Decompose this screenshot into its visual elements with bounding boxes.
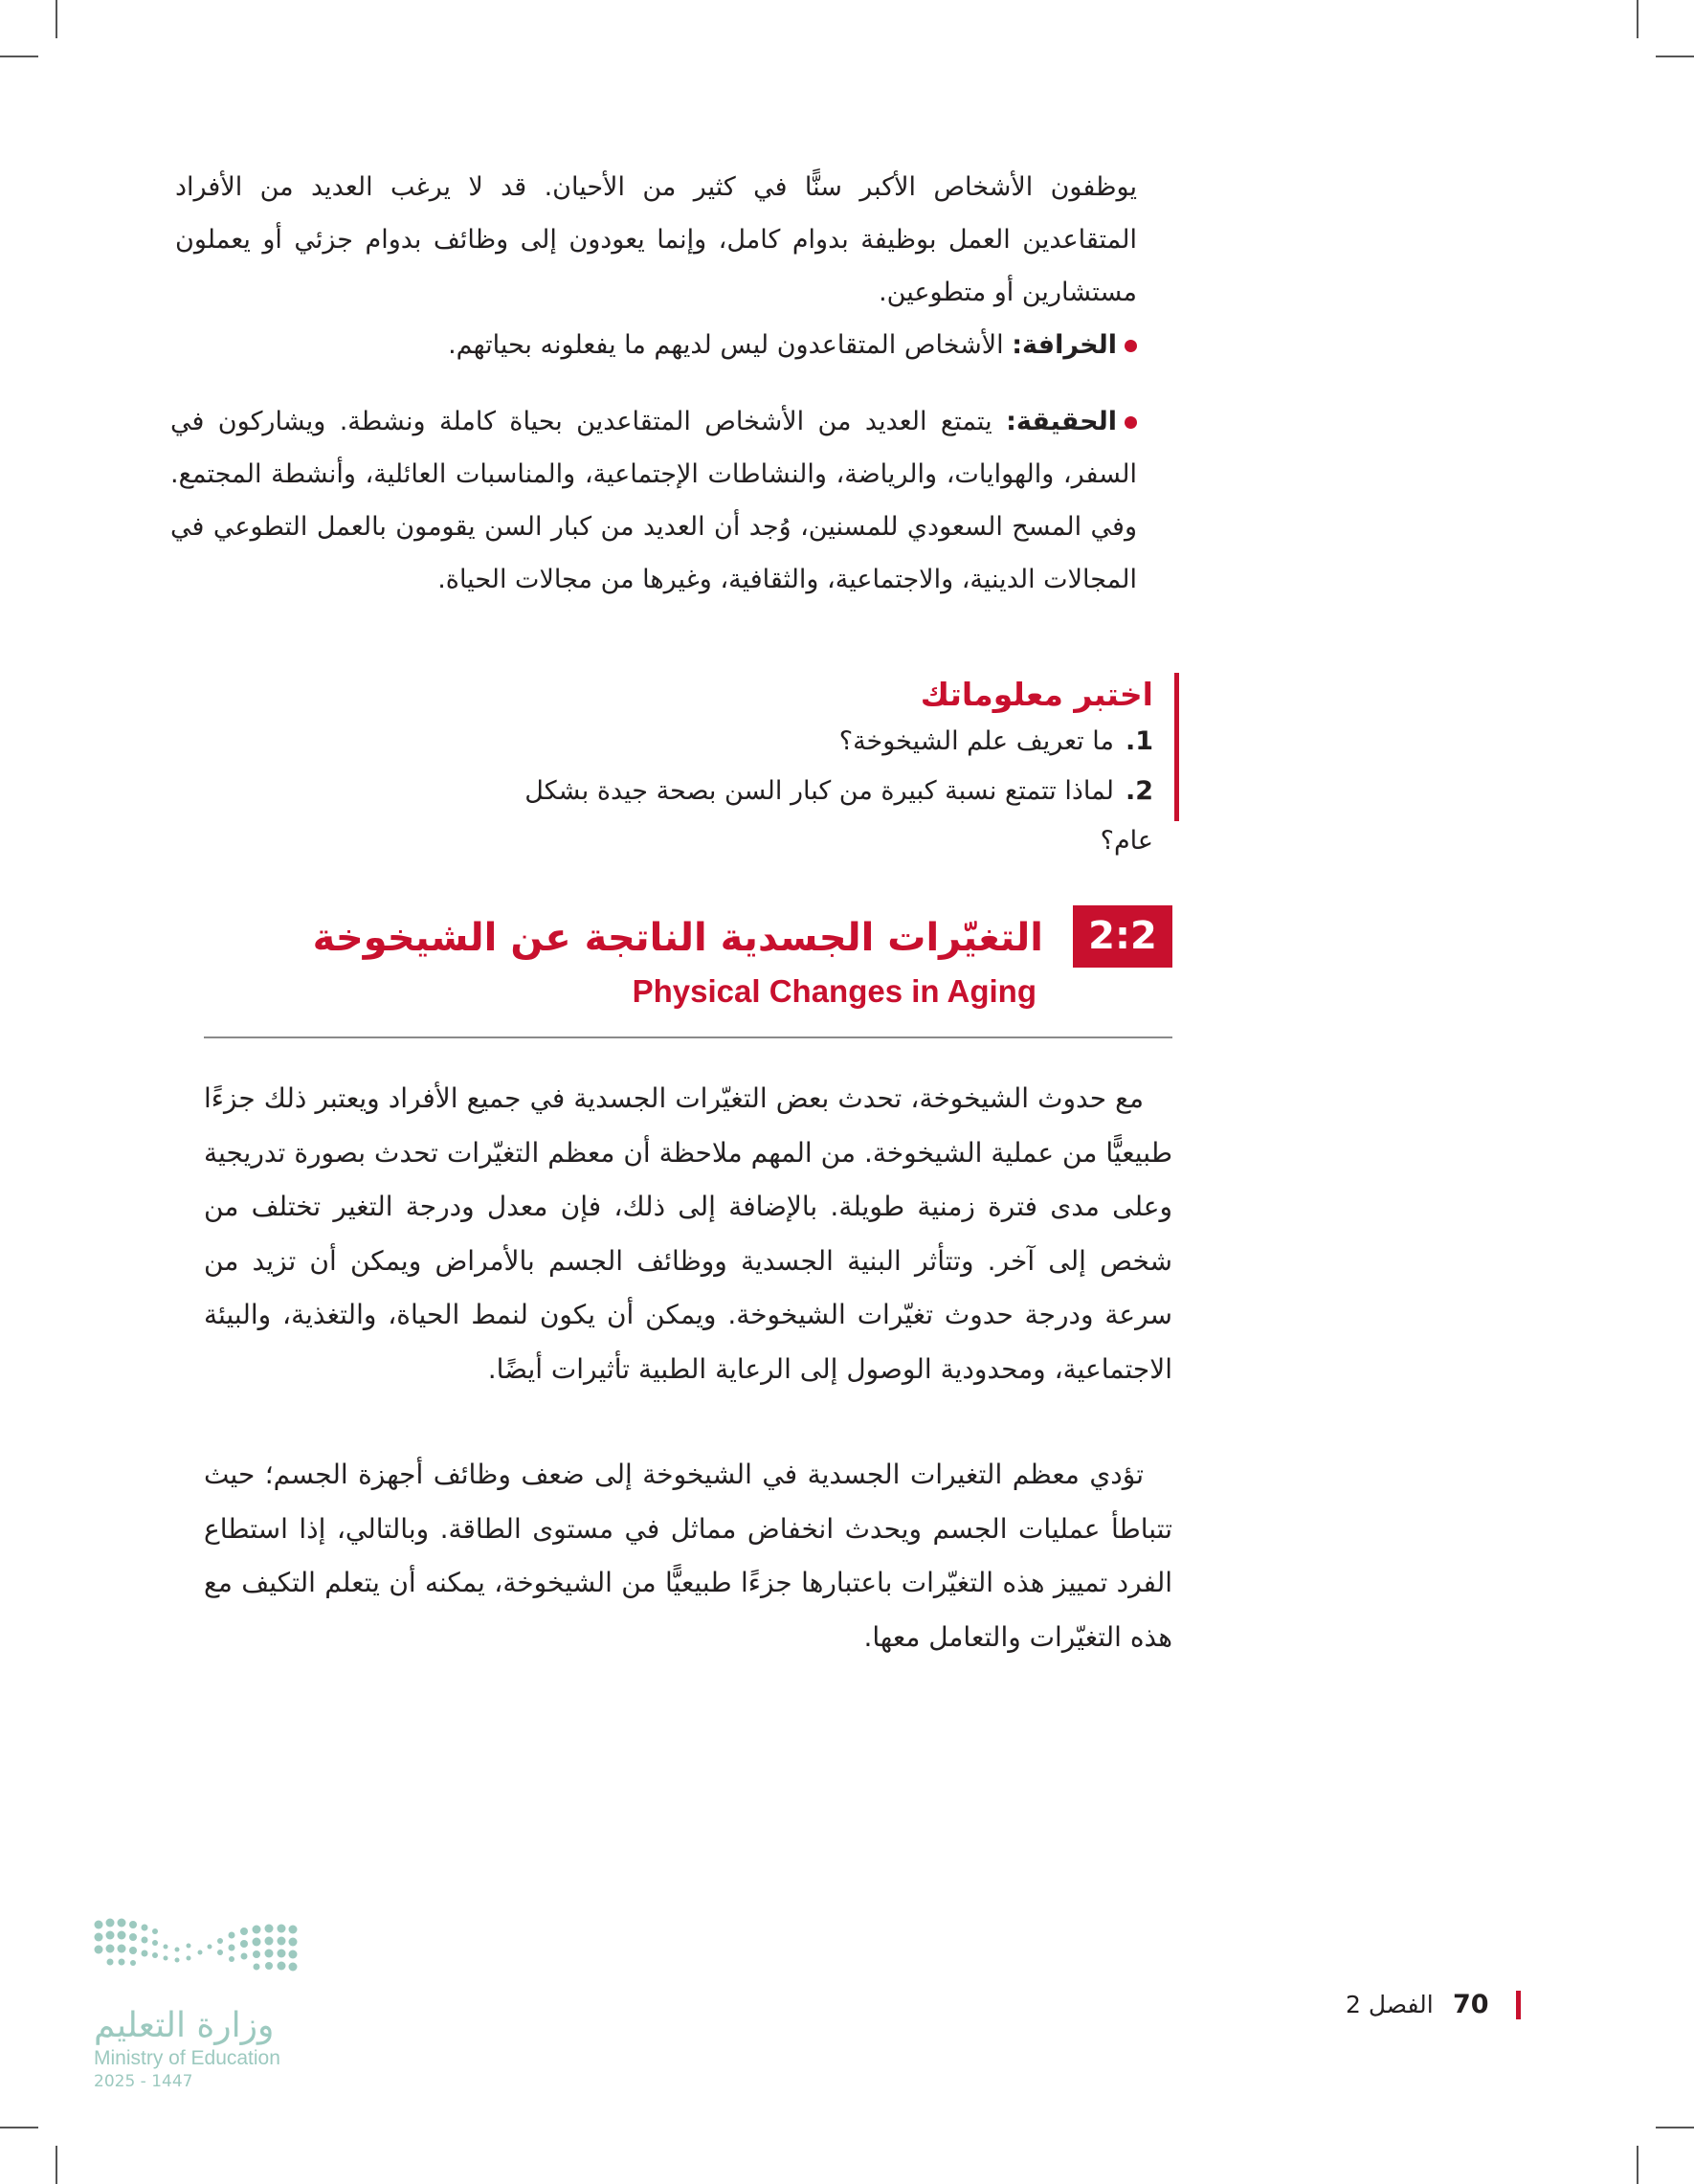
fact-text: يتمتع العديد من الأشخاص المتقاعدين بحياة كاملة ونشطة. ويشاركون في السفر، والهوايات، والرياضة، والنشاطات الإجتماعية، والمناسبات العائلية، وأنشطة المجتمع. وفي المسح السعودي للمسنين، وُجد أن العديد من كبار السن يقومون بالعمل التطوعي في المجالات الدينية، والاجتماعية، والثقافية، وغيرها من مجالات الحياة.: [170, 407, 1137, 594]
myth-text: الأشخاص المتقاعدون ليس لديهم ما يفعلونه بحياتهم.: [448, 330, 1013, 360]
question-text: لماذا تتمتع نسبة كبيرة من كبار السن بصحة جيدة بشكل عام؟: [524, 776, 1153, 856]
section-divider: [204, 1036, 1172, 1038]
quiz-title: اختبر معلوماتك: [920, 676, 1153, 713]
question-text: ما تعريف علم الشيخوخة؟: [838, 726, 1114, 756]
crop-mark: [56, 0, 57, 38]
question-number: 1.: [1125, 726, 1153, 756]
section-title-en: Physical Changes in Aging: [632, 973, 1036, 1009]
bullet-dot-icon: [1125, 340, 1137, 352]
quiz-question: [504, 767, 1174, 866]
page-number: 70: [1453, 1990, 1489, 2019]
fact-label: الحقيقة:: [1006, 407, 1117, 436]
crop-mark: [56, 2146, 57, 2184]
crop-mark: [1637, 2146, 1638, 2184]
myth-label: الخرافة:: [1012, 330, 1117, 360]
question-number: 2.: [1125, 776, 1153, 806]
chapter-label: الفصل 2: [1346, 1991, 1434, 2018]
logo-name-en: Ministry of Education: [94, 2047, 280, 2069]
quiz-box: [504, 673, 1179, 856]
crop-mark: [0, 2127, 38, 2128]
section-number: 2:2: [1073, 905, 1172, 968]
fact-bullet: [170, 395, 1137, 606]
crop-mark: [1637, 0, 1638, 38]
crop-mark: [0, 56, 38, 57]
body-paragraph-2: تؤدي معظم التغيرات الجسدية في الشيخوخة إلى ضعف وظائف أجهزة الجسم؛ حيث تتباطأ عمليات الجسم ويحدث انخفاض مماثل في مستوى الطاقة. وبالتالي، إذا استطاع الفرد تمييز هذه التغيّرات باعتبارها جزءًا طبيعيًّا من الشيخوخة، يمكنه أن يتعلم التكيف مع هذه التغيّرات والتعامل معها.: [204, 1459, 1172, 1653]
logo-name-ar: وزارة التعليم: [94, 2006, 275, 2045]
logo-year: 2025 - 1447: [94, 2072, 193, 2091]
myth-bullet: [170, 319, 1137, 371]
crop-mark: [1656, 56, 1694, 57]
footer-accent-bar: [1516, 1991, 1521, 2019]
bullet-dot-icon: [1125, 416, 1137, 429]
section-title-ar: التغيّرات الجسدية الناتجة عن الشيخوخة: [312, 916, 1043, 960]
intro-paragraph: يوظفون الأشخاص الأكبر سنًّا في كثير من الأحيان. قد لا يرغب العديد من الأفراد المتقاعدين العمل بوظيفة بدوام كامل، وإنما يعودون إلى وظائف بدوام جزئي أو يعملون مستشارين أو متطوعين.: [175, 172, 1137, 307]
body-paragraph-1: مع حدوث الشيخوخة، تحدث بعض التغيّرات الجسدية في جميع الأفراد ويعتبر ذلك جزءًا طبيعيًّا من عملية الشيخوخة. من المهم ملاحظة أن معظم التغيّرات تحدث بصورة تدريجية وعلى مدى فترة زمنية طويلة. بالإضافة إلى ذلك، فإن معدل ودرجة التغير تختلف من شخص إلى آخر. وتتأثر البنية الجسدية ووظائف الجسم بالأمراض ويمكن أن تزيد من سرعة ودرجة حدوث تغيّرات الشيخوخة. ويمكن أن يكون لنمط الحياة، والتغذية، والبيئة الاجتماعية، ومحدودية الوصول إلى الرعاية الطبية تأثيرات أيضًا.: [204, 1082, 1172, 1385]
crop-mark: [1656, 2127, 1694, 2128]
quiz-question: [504, 717, 1174, 767]
